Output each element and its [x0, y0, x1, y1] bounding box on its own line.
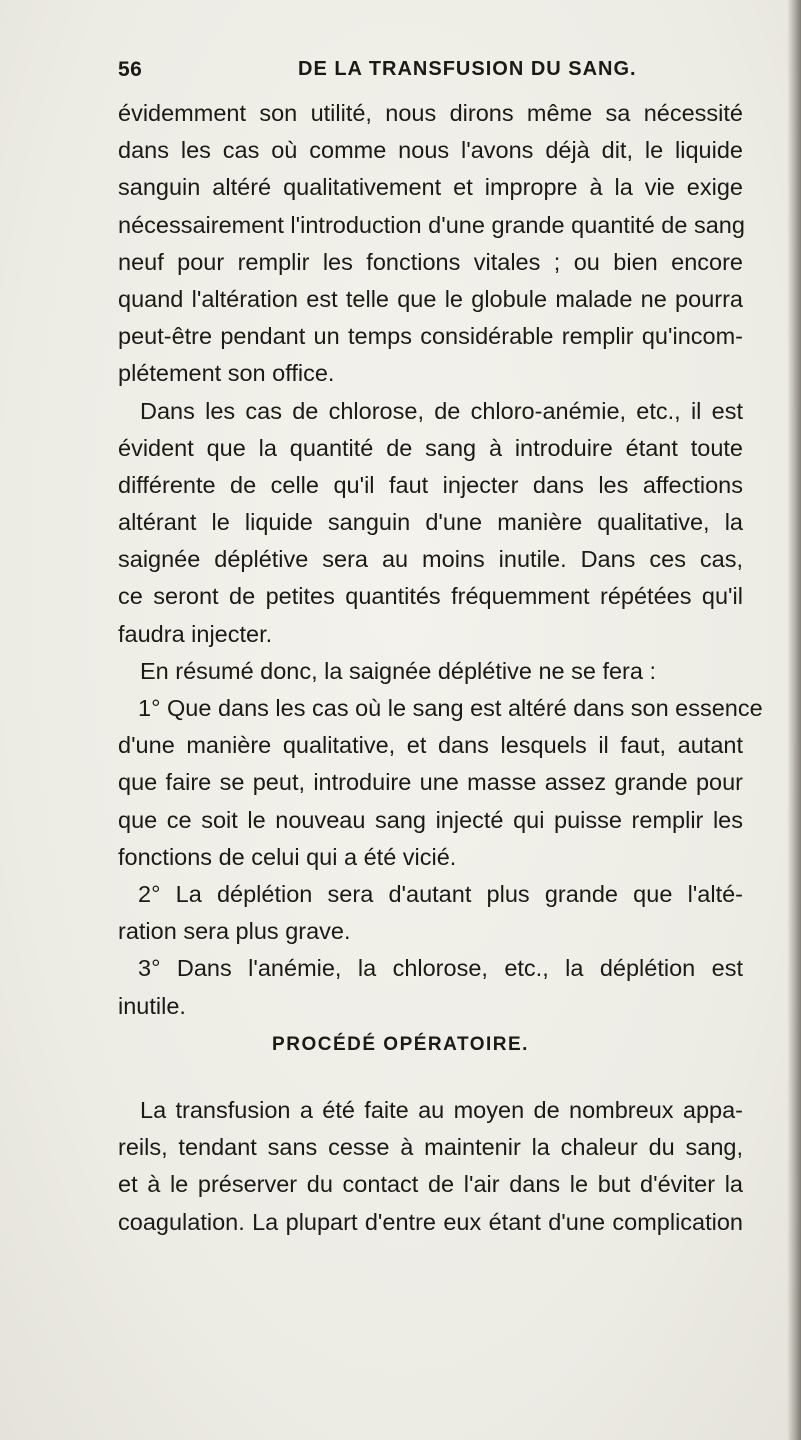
- text-line: quand l'altération est telle que le globule malade ne pourra: [118, 285, 743, 312]
- paragraph: [118, 1092, 743, 1241]
- text-line: évidemment son utilité, nous dirons même sa nécessité: [118, 100, 743, 126]
- text-line: En résumé donc, la saignée déplétive ne se fera :: [140, 657, 657, 684]
- text-line: d'une manière qualitative, et dans lesquels il faut, autant: [118, 732, 743, 759]
- text-line: 3° Dans l'anémie, la chlorose, etc., la déplétion est: [138, 955, 743, 982]
- text-line: 1° Que dans les cas où le sang est altéré dans son essence: [138, 695, 763, 721]
- text-line: sanguin altéré qualitativement et impropre à la vie exige: [118, 174, 743, 201]
- text-line: saignée déplétive sera au moins inutile. Dans ces cas,: [118, 546, 743, 573]
- text-line: différente de celle qu'il faut injecter dans les affections: [118, 471, 743, 498]
- list-item: [118, 876, 743, 950]
- body-text: [118, 95, 763, 1025]
- text-line: coagulation. La plupart d'entre eux étant d'une complication: [118, 1208, 743, 1235]
- paragraph: [118, 653, 743, 690]
- page-edge-shadow: [787, 0, 801, 1440]
- text-line: évident que la quantité de sang à introduire étant toute: [118, 434, 743, 461]
- text-line: 2° La déplétion sera d'autant plus grande que l'alté-: [138, 880, 743, 907]
- running-head: DE LA TRANSFUSION DU SANG.: [298, 58, 637, 80]
- text-line: ration sera plus grave.: [118, 918, 351, 945]
- section-heading: PROCÉDÉ OPÉRATOIRE.: [272, 1034, 529, 1055]
- page-number: 56: [118, 58, 143, 81]
- list-item: [118, 950, 743, 1024]
- text-line: que ce soit le nouveau sang injecté qui puisse remplir les: [118, 806, 743, 833]
- text-line: ce seront de petites quantités fréquemment répétées qu'il: [118, 583, 743, 610]
- paragraph: [118, 95, 743, 393]
- page-header: [118, 58, 748, 84]
- text-line: Dans les cas de chlorose, de chloro-anémie, etc., il est: [140, 397, 743, 424]
- text-line: dans les cas où comme nous l'avons déjà dit, le liquide: [118, 137, 743, 164]
- text-line: que faire se peut, introduire une masse assez grande pour: [118, 769, 743, 796]
- paragraph: [118, 393, 743, 653]
- text-line: faudra injecter.: [118, 620, 273, 647]
- text-line: et à le préserver du contact de l'air dans le but d'éviter la: [118, 1171, 743, 1198]
- body-text: [118, 1092, 743, 1241]
- list-item: [118, 690, 763, 876]
- text-line: plétement son office.: [118, 360, 335, 387]
- text-line: reils, tendant sans cesse à maintenir la chaleur du sang,: [118, 1134, 743, 1161]
- text-line: fonctions de celui qui a été vicié.: [118, 843, 457, 870]
- text-line: peut-être pendant un temps considérable remplir qu'incom-: [118, 323, 743, 350]
- text-line: La transfusion a été faite au moyen de nombreux appa-: [140, 1097, 743, 1123]
- text-line: inutile.: [118, 992, 186, 1019]
- text-line: neuf pour remplir les fonctions vitales ; ou bien encore: [118, 248, 743, 275]
- text-line: nécessairement l'introduction d'une grande quantité de sang: [118, 211, 745, 238]
- text-line: altérant le liquide sanguin d'une manière qualitative, la: [118, 509, 743, 536]
